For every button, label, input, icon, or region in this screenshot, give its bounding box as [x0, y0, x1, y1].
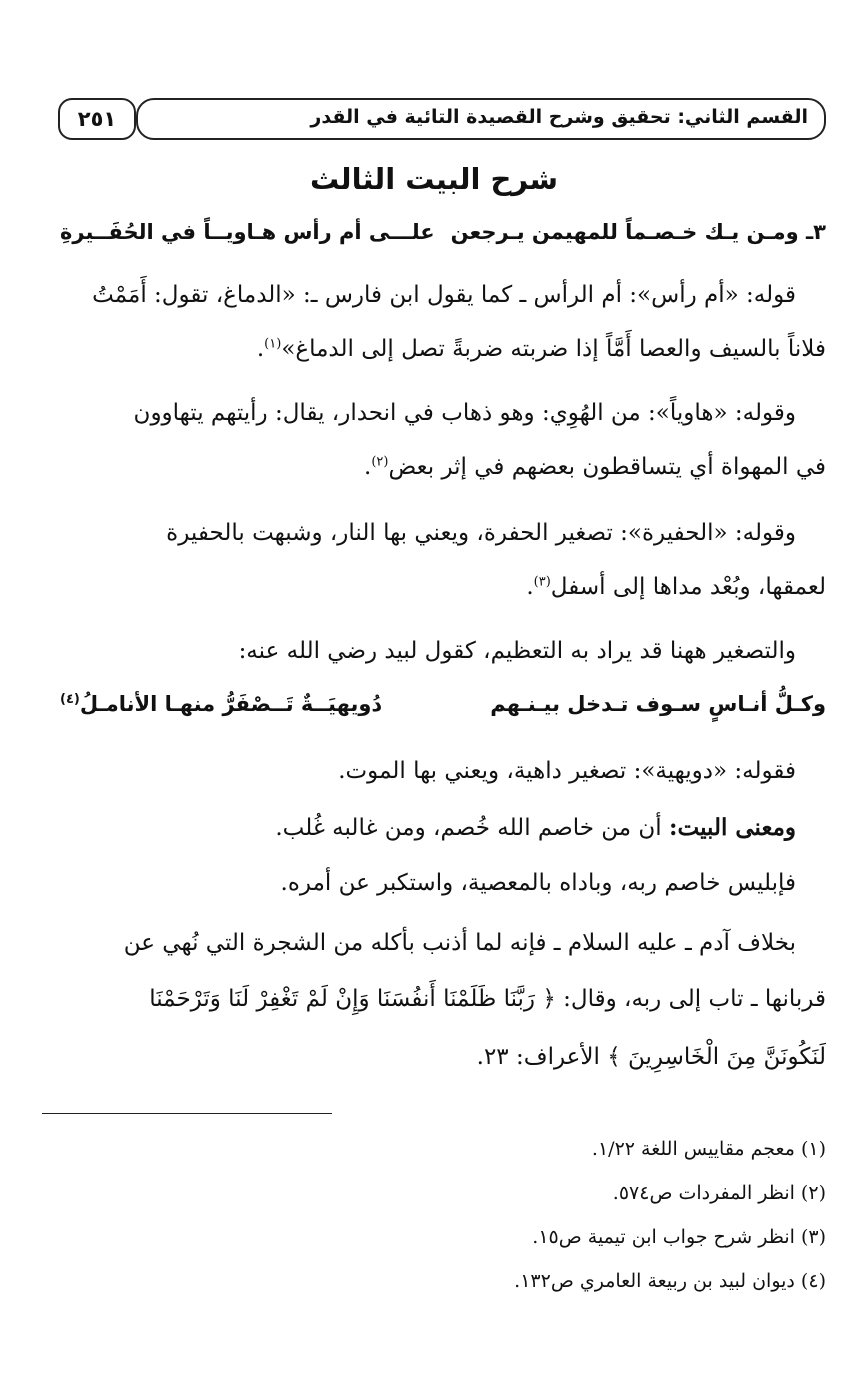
- paragraph-line: والتصغير ههنا قد يراد به التعظيم، كقول لبيد رضي الله عنه:: [238, 638, 796, 664]
- paragraph-line: [40, 574, 826, 600]
- page-number: ٢٥١: [58, 98, 136, 140]
- paragraph-line: قربانها ـ تاب إلى ربه، وقال: ﴿ رَبَّنَا ظَلَمْنَا أَنفُسَنَا وَإِنْ لَمْ تَغْفِرْ لَنَا وَتَرْحَمْنَا: [149, 986, 826, 1012]
- paragraph-line: [40, 336, 826, 362]
- verse-3-hemistich-2: علـــى أم رأس هـاويــاً في الحُفَــيرةِ: [60, 220, 435, 244]
- footnote-ref: (١): [264, 336, 282, 352]
- footnote: (١) معجم مقاييس اللغة ١/٢٢.: [591, 1138, 826, 1160]
- paragraph-line: [40, 454, 826, 480]
- footnote: (٣) انظر شرح جواب ابن تيمية ص١٥.: [532, 1226, 826, 1248]
- footnote-ref: (٤): [60, 692, 80, 707]
- footnote-ref: (٣): [533, 574, 551, 590]
- paragraph-line: [40, 814, 796, 841]
- footnote: (٢) انظر المفردات ص٥٧٤.: [612, 1182, 826, 1204]
- paragraph-line: فإبليس خاصم ربه، وباداه بالمعصية، واستكبر عن أمره.: [280, 870, 796, 896]
- footnote-separator: [42, 1113, 332, 1114]
- paragraph-line: فقوله: «دويهية»: تصغير داهية، ويعني بها الموت.: [338, 758, 796, 784]
- verse-3: [60, 220, 826, 254]
- paragraph-text: .: [364, 454, 372, 480]
- verse-labid-hemistich-2: دُويهيَــةٌ تَــصْفَرُّ منهـا الأنامـلُ: [79, 692, 383, 716]
- footnote: (٤) ديوان لبيد بن ربيعة العامري ص١٣٢.: [514, 1270, 826, 1292]
- section-title: شرح البيت الثالث: [309, 162, 558, 196]
- verse-labid: [60, 692, 826, 726]
- bold-label: ومعنى البيت:: [669, 814, 796, 841]
- paragraph-line: قوله: «أم رأس»: أم الرأس ـ كما يقول ابن فارس ـ: «الدماغ، تقول: أَمَمْتُ: [92, 282, 796, 308]
- verse-labid-hemistich-1: وكـلُّ أنـاسٍ سـوف تـدخل بيـنـهم: [490, 692, 826, 716]
- running-header: [136, 98, 826, 140]
- verse-labid-hemistich-2-wrap: [60, 692, 382, 716]
- paragraph-line: لَنَكُونَنَّ مِنَ الْخَاسِرِينَ ﴾ الأعراف: ٢٣.: [476, 1044, 826, 1070]
- paragraph-text: لعمقها، وبُعْد مداها إلى أسفل: [550, 574, 826, 600]
- running-header-title: القسم الثاني: تحقيق وشرح القصيدة التائية في القدر: [310, 106, 808, 128]
- paragraph-text: فلاناً بالسيف والعصا أَمَّاً إذا ضربته ضربةً تصل إلى الدماغ»: [281, 336, 826, 362]
- paragraph-text: .: [256, 336, 265, 362]
- paragraph-line: وقوله: «الحفيرة»: تصغير الحفرة، ويعني بها النار، وشبهت بالحفيرة: [166, 520, 796, 546]
- paragraph-text: .: [526, 574, 534, 600]
- paragraph-text: أن من خاصم الله خُصم، ومن غالبه غُلب.: [275, 815, 669, 841]
- footnote-ref: (٢): [371, 454, 389, 470]
- paragraph-line: بخلاف آدم ـ عليه السلام ـ فإنه لما أذنب بأكله من الشجرة التي نُهي عن: [123, 930, 796, 956]
- paragraph-line: وقوله: «هاوياً»: من الهُوِي: وهو ذهاب في انحدار، يقال: رأيتهم يتهاوون: [133, 400, 796, 426]
- verse-3-hemistich-1: ٣ـ ومـن يـك خـصـماً للمهيمن يـرجعن: [450, 220, 826, 244]
- paragraph-text: في المهواة أي يتساقطون بعضهم في إثر بعض: [388, 454, 826, 480]
